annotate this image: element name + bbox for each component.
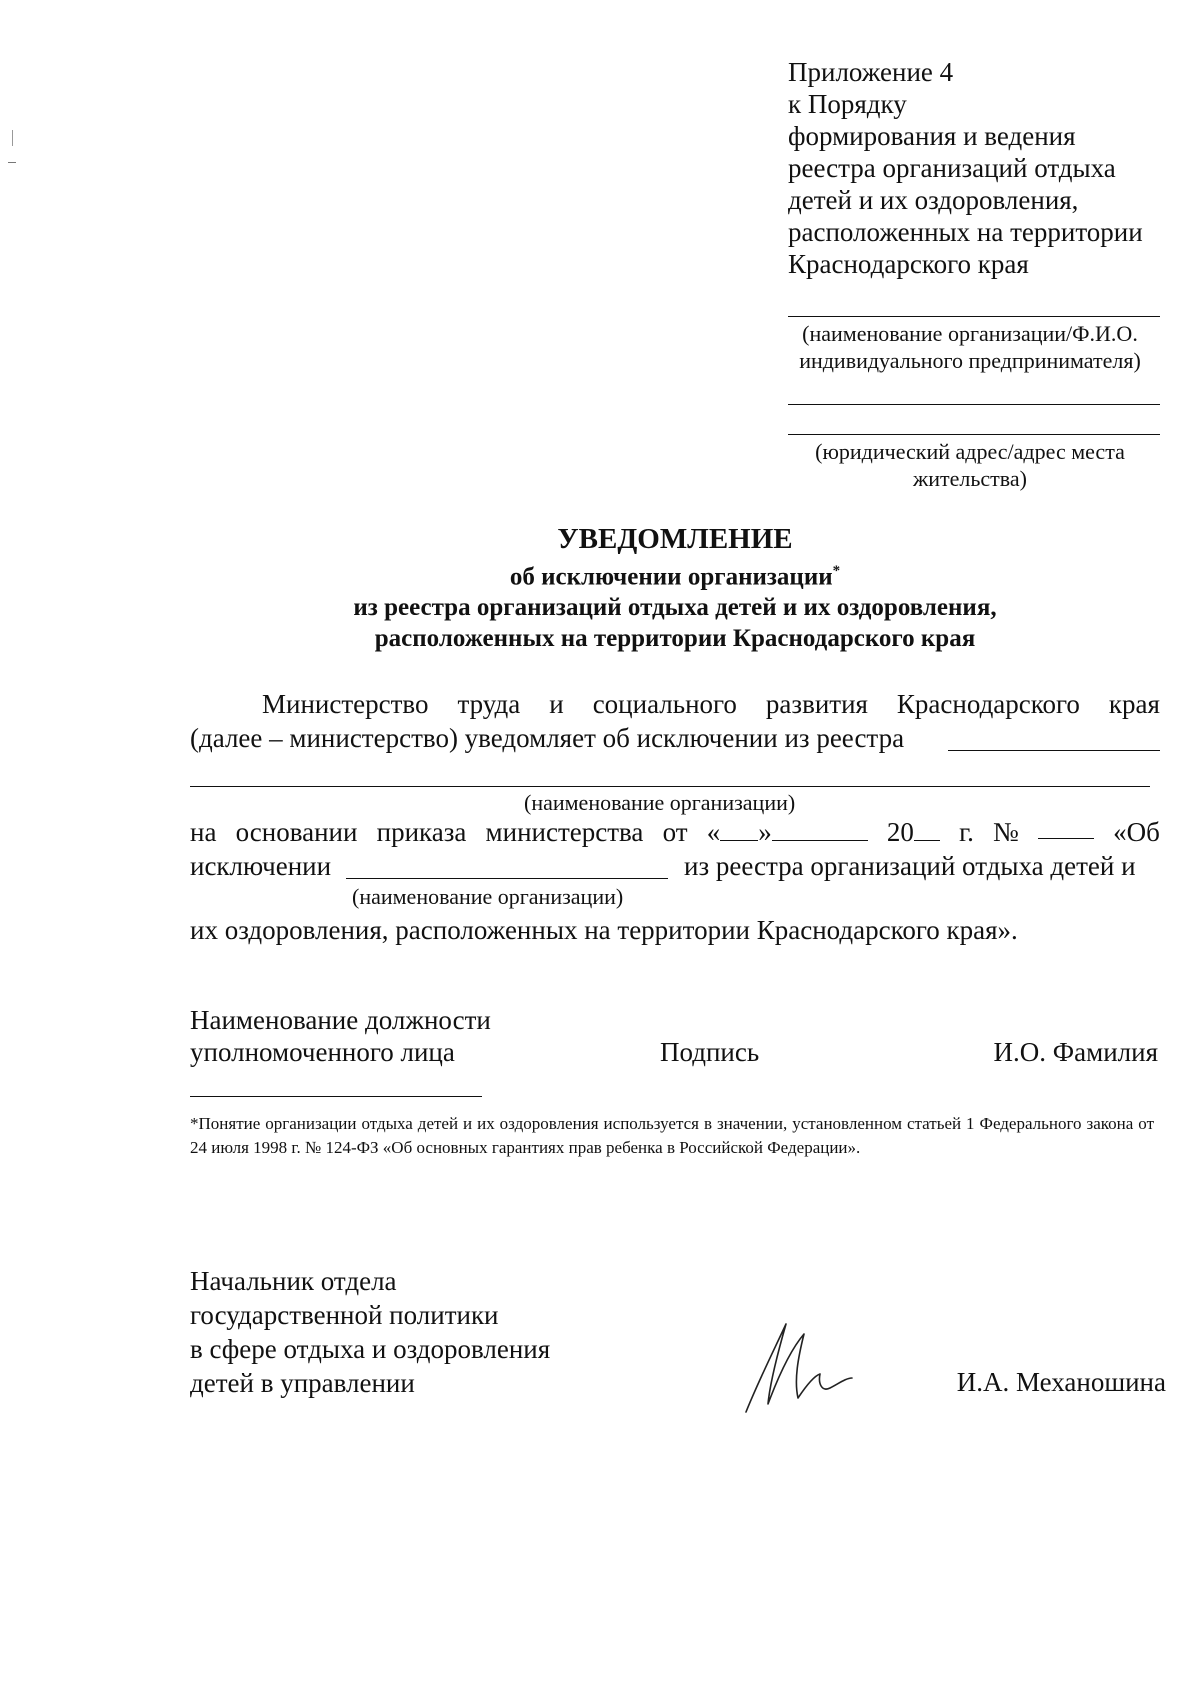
order-title-start: «Об <box>1113 817 1160 847</box>
number-sign: № <box>993 817 1019 847</box>
handwritten-signature <box>728 1312 878 1422</box>
day-blank <box>720 818 758 841</box>
org-name-blank-2 <box>190 786 1150 787</box>
order-year <box>887 816 940 848</box>
basis-word: от <box>662 817 688 847</box>
address-field-line-2 <box>788 434 1160 435</box>
org-name-blank-1 <box>948 750 1160 751</box>
name-label: И.О. Фамилия <box>993 1037 1158 1067</box>
signature-label: Подпись <box>660 1037 760 1067</box>
position-title <box>190 1004 491 1068</box>
org-name-caption-body: (наименование организации) <box>524 790 796 815</box>
org-name-field-line <box>788 316 1160 317</box>
body-word: Краснодарского <box>896 689 1080 719</box>
body-final-line: их оздоровления, расположенных на территории Краснодарского края». <box>190 915 1018 945</box>
title-line-text: об исключении организации <box>509 563 833 591</box>
basis-word: на <box>190 817 217 847</box>
title-main: УВЕДОМЛЕНИЕ <box>557 523 793 555</box>
body-line-1 <box>262 688 1160 720</box>
official-name: И.А. Механошина <box>956 1367 1166 1397</box>
appendix-reference <box>788 56 1143 280</box>
year-blank <box>914 818 940 841</box>
org-name-blank-3 <box>346 878 668 879</box>
exclusion-word: исключении <box>190 851 332 881</box>
official-position-line: государственной политики <box>190 1300 499 1330</box>
appendix-line: детей и их оздоровления, <box>788 185 1079 215</box>
org-name-caption <box>770 320 1170 374</box>
basis-word: министерства <box>485 817 644 847</box>
org-name-caption-line: (наименование организации/Ф.И.О. <box>802 321 1138 346</box>
basis-line <box>190 816 1160 848</box>
body-line-2-text: (далее – министерство) уведомляет об исключении из реестра <box>190 723 905 753</box>
address-field-line-1 <box>788 404 1160 405</box>
body-word: края <box>1108 689 1160 719</box>
appendix-line: к Порядку <box>788 89 907 119</box>
body-word: развития <box>765 689 868 719</box>
appendix-line: реестра организаций отдыха <box>788 153 1116 183</box>
body-word: Министерство <box>262 689 429 719</box>
position-title-line: Наименование должности <box>190 1005 491 1035</box>
scan-mark <box>8 162 16 163</box>
year-prefix: 20 <box>886 817 914 847</box>
org-name-caption-body-2: (наименование организации) <box>352 884 624 909</box>
appendix-line: формирования и ведения <box>788 121 1076 151</box>
footnote-marker: * <box>832 563 841 579</box>
document-title <box>180 522 1170 654</box>
address-caption-line: жительства) <box>913 466 1027 491</box>
exclusion-rest: из реестра организаций отдыха детей и <box>684 851 1136 881</box>
body-word: социального <box>592 689 737 719</box>
quote-close: » <box>758 817 772 847</box>
title-line: из реестра организаций отдыха детей и их оздоровления, <box>353 594 997 622</box>
body-word: труда <box>457 689 521 719</box>
order-date <box>707 816 868 848</box>
title-line: расположенных на территории Краснодарского края <box>374 625 976 653</box>
basis-word: приказа <box>376 817 467 847</box>
title-line <box>180 556 1170 592</box>
official-position-line: детей в управлении <box>190 1368 415 1398</box>
scan-mark <box>12 130 13 146</box>
quote-open: « <box>706 817 721 847</box>
appendix-line: Краснодарского края <box>788 249 1029 279</box>
basis-word: основании <box>235 817 358 847</box>
official-position <box>190 1264 550 1400</box>
appendix-line: Приложение 4 <box>788 57 954 87</box>
official-position-line: в сфере отдыха и оздоровления <box>190 1334 551 1364</box>
footnote-separator <box>190 1096 482 1097</box>
order-number-blank <box>1038 816 1094 839</box>
address-caption <box>770 438 1170 492</box>
year-abbrev: г. <box>959 817 974 847</box>
address-caption-line: (юридический адрес/адрес места <box>815 439 1125 464</box>
appendix-line: расположенных на территории <box>788 217 1143 247</box>
body-word: и <box>549 689 564 719</box>
official-position-line: Начальник отдела <box>190 1266 397 1296</box>
position-title-line: уполномоченного лица <box>190 1037 455 1067</box>
org-name-caption-line: индивидуального предпринимателя) <box>799 348 1141 373</box>
month-blank <box>772 818 868 841</box>
footnote-text: *Понятие организации отдыха детей и их оздоровления используется в значении, установленном статьей 1 Федерального закона от 24 июля 1998 г. № 124-ФЗ «Об основных гарантиях прав ребенка в Российской Федерации». <box>190 1114 1154 1157</box>
body-line-2 <box>190 722 904 754</box>
